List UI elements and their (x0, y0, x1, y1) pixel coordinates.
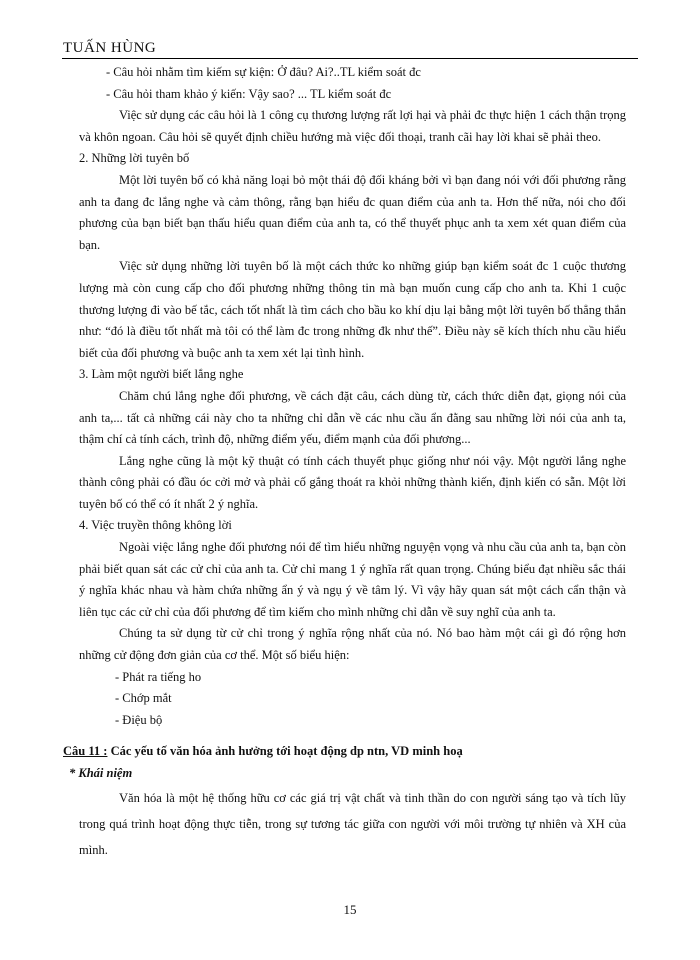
page-number: 15 (343, 902, 357, 917)
subheading: * Khái niệm (69, 766, 133, 780)
list-item: - Phát ra tiếng ho (115, 669, 202, 684)
question-label: Câu 11 : (63, 744, 108, 759)
body-paragraph: Chúng ta sử dụng từ cử chỉ trong ý nghĩa rộng nhất của nó. Nó bao hàm một cái gì đó rộng hơn những cử động đơn giản của cơ thể. Một số biểu hiện: (79, 626, 626, 663)
body-paragraph: Một lời tuyên bố có khả năng loại bỏ một thái độ đối kháng bởi vì bạn đang nói với đối phương rằng anh ta đang đc lắng nghe và cảm thông, rằng bạn hiểu đc quan điểm của anh ta. Hơn thế nữa, nói cho đối phương của bạn biết bạn thấu hiểu quan điểm của anh ta, có thể thuyết phục anh ta xem xét quan điểm của bạn. (79, 172, 626, 252)
bullet-item: - Câu hỏi tham khảo ý kiến: Vậy sao? ... TL kiểm soát đc (106, 86, 392, 101)
page-header-title: TUẤN HÙNG (63, 40, 157, 56)
body-paragraph: Việc sử dụng những lời tuyên bố là một cách thức ko những giúp bạn kiểm soát đc 1 cuộc thương lượng mà còn cung cấp cho đối phương những thông tin mà bạn muốn cung cấp cho anh ta. Khi 1 cuộc thương lượng đi vào bế tắc, cách tốt nhất là tìm cách cho bầu ko khí dịu lại bằng một lời tuyên bố thẳng thắn như: “đó là điều tốt nhất mà tôi có thể làm đc trong những đk như thế”. Điều này sẽ kích thích nhu cầu hiểu biết của đối phương và buộc anh ta xem xét lại tình hình. (79, 259, 626, 360)
list-item: - Chớp mắt (115, 691, 172, 706)
body-paragraph: Văn hóa là một hệ thống hữu cơ các giá trị vật chất và tinh thần do con người sáng tạo và tích lũy trong quá trình hoạt động thực tiễn, trong sự tương tác giữa con người với môi trường tự nhiên và XH của mình. (79, 790, 626, 857)
list-item: - Điệu bộ (115, 712, 163, 727)
section-heading: 3. Làm một người biết lắng nghe (79, 367, 244, 382)
section-heading: 4. Việc truyền thông không lời (79, 518, 232, 533)
bullet-item: - Câu hỏi nhằm tìm kiếm sự kiện: Ở đâu? Ai?..TL kiểm soát đc (106, 65, 421, 79)
body-paragraph: Chăm chú lắng nghe đối phương, về cách đặt câu, cách dùng từ, cách thức diễn đạt, giọng nói của anh ta,... tất cả những cái này cho ta những chỉ dẫn về các nhu cầu ẩn đằng sau những lời nói của anh ta, thậm chí cả tính cách, trình độ, những điểm yếu, điểm mạnh của đối phương... (79, 388, 626, 447)
spacer (79, 731, 626, 741)
body-paragraph: Lắng nghe cũng là một kỹ thuật có tính cách thuyết phục giống như nói vậy. Một người lắng nghe thành công phải có đầu óc cởi mở và phải cố gắng thoát ra khỏi những thành kiến, định kiến có sẵn. Một lời tuyên bố có thể có ít nhất 2 ý nghĩa. (79, 453, 626, 511)
section-heading: 2. Những lời tuyên bố (79, 151, 190, 166)
body-paragraph: Ngoài việc lắng nghe đối phương nói để tìm hiểu những nguyện vọng và nhu cầu của anh ta, bạn còn phải biết quan sát các cử chỉ của anh ta. Cử chỉ mang 1 ý nghĩa rất quan trọng. Chúng biểu đạt nhiều sắc thái ý nghĩa khác nhau và hàm chứa những ẩn ý và ngụ ý về tâm lý. Vì vậy hãy quan sát một cách cẩn thận và liên tục các cử chỉ của đối phương để tìm kiếm cho mình những chỉ dẫn về suy nghĩ của anh ta. (79, 540, 626, 619)
header-divider (62, 58, 638, 59)
body-paragraph: Việc sử dụng các câu hỏi là 1 công cụ thương lượng rất lợi hại và phải đc thực hiện 1 cách thận trọng và khôn ngoan. Câu hỏi sẽ quyết định chiều hướng mà việc đối thoại, tranh cãi hay lời khai sẽ phải theo. (79, 108, 626, 144)
question-text: Các yếu tố văn hóa ảnh hưởng tới hoạt động dp ntn, VD minh hoạ (107, 744, 463, 759)
question-heading (63, 741, 626, 763)
document-body (63, 62, 626, 863)
